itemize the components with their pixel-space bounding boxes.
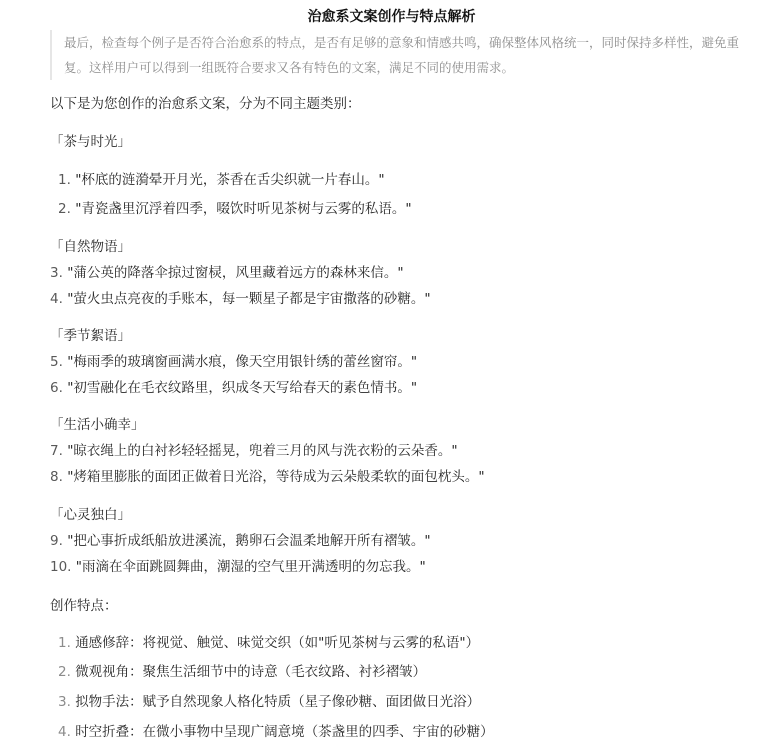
list-item [50, 350, 417, 370]
list-item [50, 439, 458, 459]
item-number: 7. [50, 443, 63, 459]
list-item [50, 529, 431, 549]
section-heading-seasons: 「季节絮语」 [50, 328, 131, 344]
item-number: 5. [50, 354, 63, 370]
list-item [58, 197, 412, 217]
item-number: 3. [50, 265, 63, 281]
item-text: "雨滴在伞面跳圆舞曲，潮湿的空气里开满透明的勿忘我。" [75, 559, 426, 575]
item-text: 微观视角：聚焦生活细节中的诗意（毛衣纹路、衬衫褶皱） [75, 664, 427, 680]
item-number: 9. [50, 533, 63, 549]
item-text: "杯底的涟漪晕开月光，茶香在舌尖织就一片春山。" [75, 172, 385, 188]
item-text: "烤箱里膨胀的面团正做着日光浴，等待成为云朵般柔软的面包枕头。" [67, 469, 485, 485]
item-text: "蒲公英的降落伞掠过窗棂，风里藏着远方的森林来信。" [67, 265, 404, 281]
reasoning-quote: 最后，检查每个例子是否符合治愈系的特点，是否有足够的意象和情感共鸣，确保整体风格统一，同时保持多样性，避免重复。这样用户可以得到一组既符合要求又各有特色的文案，满足不同的使用需求。 [50, 30, 739, 80]
item-number: 6. [50, 380, 63, 396]
feature-item [58, 631, 479, 651]
section-heading-nature: 「自然物语」 [50, 239, 131, 255]
item-text: 拟物手法：赋予自然现象人格化特质（星子像砂糖、面团做日光浴） [75, 694, 481, 710]
item-number: 2. [58, 664, 71, 680]
item-text: "初雪融化在毛衣纹路里，织成冬天写给春天的素色情书。" [67, 380, 418, 396]
item-number: 1. [58, 635, 71, 651]
list-item [50, 376, 417, 396]
item-text: "青瓷盏里沉浮着四季，啜饮时听见茶树与云雾的私语。" [75, 201, 412, 217]
list-item [50, 555, 426, 575]
item-number: 10. [50, 559, 72, 575]
list-item [50, 287, 431, 307]
list-item [50, 465, 485, 485]
feature-item [58, 690, 480, 710]
intro-text: 以下是为您创作的治愈系文案，分为不同主题类别： [50, 96, 361, 112]
section-heading-tea: 「茶与时光」 [50, 134, 131, 150]
item-number: 3. [58, 694, 71, 710]
section-heading-life: 「生活小确幸」 [50, 417, 145, 433]
item-number: 1. [58, 172, 71, 188]
item-text: 时空折叠：在微小事物中呈现广阔意境（茶盏里的四季、宇宙的砂糖） [75, 724, 494, 740]
section-heading-soul: 「心灵独白」 [50, 507, 131, 523]
features-heading: 创作特点： [50, 598, 118, 614]
list-item [50, 261, 404, 281]
page-title: 治愈系文案创作与特点解析 [307, 9, 476, 25]
item-number: 2. [58, 201, 71, 217]
item-number: 4. [58, 724, 71, 740]
feature-item [58, 720, 494, 740]
item-text: "把心事折成纸船放进溪流，鹅卵石会温柔地解开所有褶皱。" [67, 533, 431, 549]
item-text: 通感修辞：将视觉、触觉、味觉交织（如"听见茶树与云雾的私语"） [75, 635, 480, 651]
item-number: 4. [50, 291, 63, 307]
item-number: 8. [50, 469, 63, 485]
feature-item [58, 660, 426, 680]
item-text: "晾衣绳上的白衬衫轻轻摇晃，兜着三月的风与洗衣粉的云朵香。" [67, 443, 458, 459]
item-text: "萤火虫点亮夜的手账本，每一颗星子都是宇宙撒落的砂糖。" [67, 291, 431, 307]
list-item [58, 168, 385, 188]
item-text: "梅雨季的玻璃窗画满水痕，像天空用银针绣的蕾丝窗帘。" [67, 354, 418, 370]
